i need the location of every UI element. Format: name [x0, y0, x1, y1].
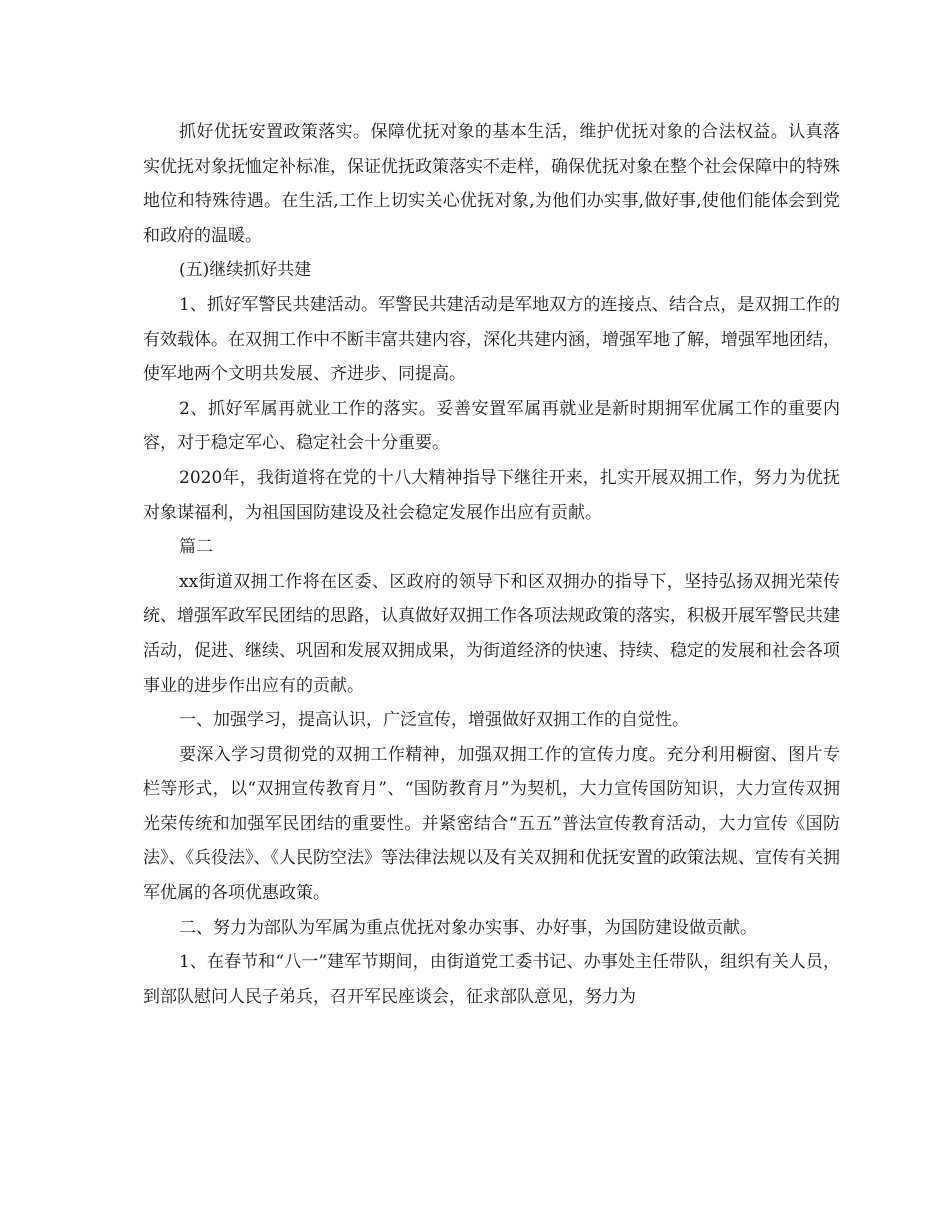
paragraph-6: 要深入学习贯彻党的双拥工作精神，加强双拥工作的宣传力度。充分利用橱窗、图片专栏等形式，以“双拥宣传教育月”、“国防教育月”为契机，大力宣传国防知识，大力宣传双拥光荣传统和加强军民团结的重要性。并紧密结合“五五”普法宣传教育活动，大力宣传《国防法》、《兵役法》、《人民防空法》等法律法规以及有关双拥和优抚安置的政策法规、宣传有关拥军优属的各项优惠政策。: [143, 744, 840, 904]
part-heading-2: 篇二: [179, 537, 213, 558]
paragraph-2: 1、抓好军警民共建活动。军警民共建活动是军地双方的连接点、结合点，是双拥工作的有效载体。在双拥工作中不断丰富共建内容，深化共建内涵，增强军地了解，增强军地团结，使军地两个文明共发展、齐进步、同提高。: [143, 294, 840, 385]
paragraph-4: 2020年，我街道将在党的十八大精神指导下继往开来，扎实开展双拥工作，努力为优抚对象谋福利，为祖国国防建设及社会稳定发展作出应有贡献。: [143, 467, 840, 523]
section-heading-2: 二、努力为部队为军属为重点优抚对象办实事、办好事，为国防建设做贡献。: [179, 917, 757, 938]
paragraph-7: 1、在春节和“八一”建军节期间，由街道党工委书记、办事处主任带队，组织有关人员，到部队慰问人民子弟兵，召开军民座谈会，征求部队意见，努力为: [143, 952, 840, 1007]
paragraph-1: 抓好优抚安置政策落实。保障优抚对象的基本生活，维护优抚对象的合法权益。认真落实优抚对象抚恤定补标准，保证优抚政策落实不走样，确保优抚对象在整个社会保障中的特殊地位和特殊待遇。在生活,工作上切实关心优抚对象,为他们办实事,做好事,使他们能体会到党和政府的温暖。: [143, 122, 840, 246]
paragraph-3: 2、抓好军属再就业工作的落实。妥善安置军属再就业是新时期拥军优属工作的重要内容，对于稳定军心、稳定社会十分重要。: [143, 398, 840, 454]
paragraph-5: xx街道双拥工作将在区委、区政府的领导下和区双拥办的指导下，坚持弘扬双拥光荣传统、增强军政军民团结的思路，认真做好双拥工作各项法规政策的落实，积极开展军警民共建活动，促进、继续、巩固和发展双拥成果，为街道经济的快速、持续、稳定的发展和社会各项事业的进步作出应有的贡献。: [143, 571, 840, 696]
section-heading-5: (五)继续抓好共建: [179, 260, 312, 281]
section-heading-1: 一、加强学习，提高认识，广泛宣传，增强做好双拥工作的自觉性。: [179, 710, 689, 731]
